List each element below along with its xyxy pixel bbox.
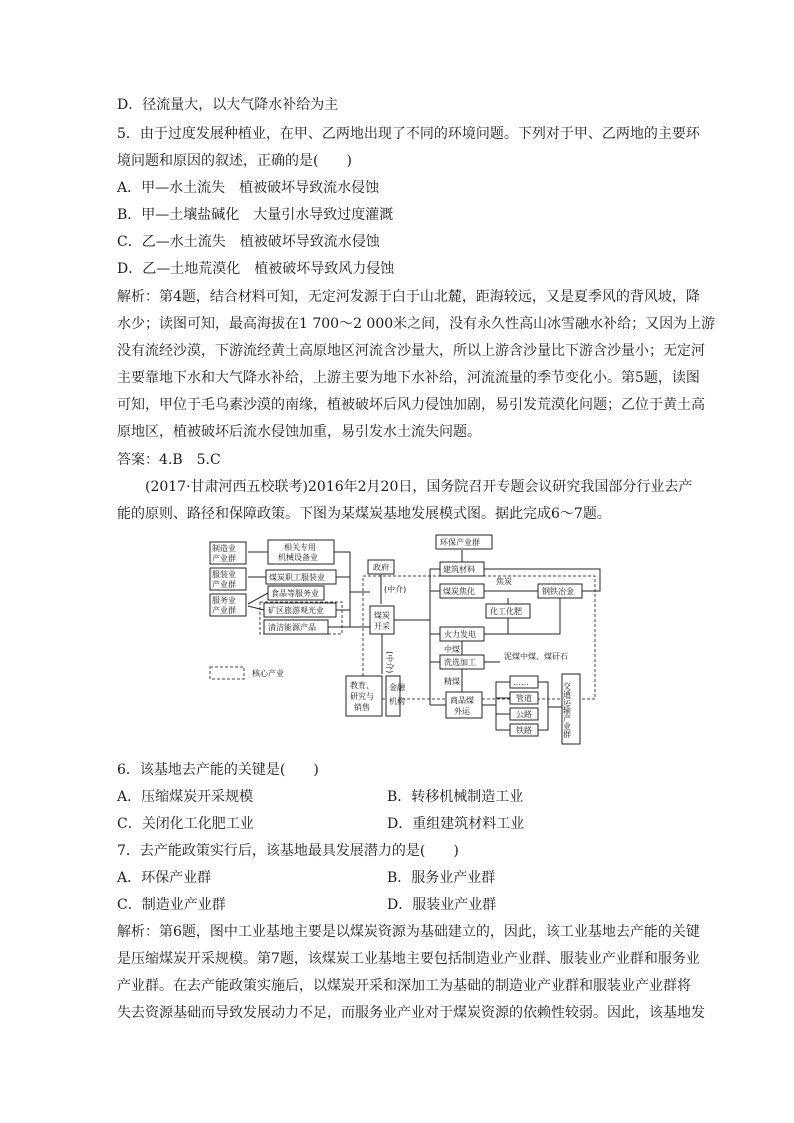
intermediary-side-label: (中介) [385,651,394,674]
finance-box [386,676,400,716]
question-5-stem-line1: 5．由于过度发展种植业，在甲、乙两地出现了不同的环境问题。下列对于甲、乙两地的主要环 [117,126,700,142]
machinery-label2: 机械设备业 [278,553,318,562]
environmental-cluster-label: 环保产业群 [440,538,480,547]
analysis-67-line4: 失去资源基础而导致发展动力不足，而服务业产业对于煤炭资源的依赖性较弱。因此，该基地发 [117,1005,705,1021]
analysis-line6: 原地区，植被破坏后流水侵蚀加重，易引发水土流失问题。 [117,424,481,440]
service-cluster-label1: 服务业 [212,596,236,605]
option-5a: A．甲—水土流失 植被破坏导致流水侵蚀 [117,180,380,196]
material-line2: 能的原则、路径和保障政策。下图为某煤炭基地发展模式图。据此完成6～7题。 [117,506,611,522]
pipeline-label: 管道 [516,694,532,703]
middle-coal-label: 中煤 [444,645,460,654]
line-to-railway [496,705,510,730]
legend-swatch [210,667,244,679]
service-cluster-label2: 产业群 [212,606,236,615]
finance-label1: 金融 [389,683,405,692]
option-6c: C．关闭化工化肥工业 [117,816,254,832]
finance-label2: 机构 [389,697,405,706]
analysis-line4: 主要靠地下水和大气降水补给，上游主要为地下水补给，河流流量的季节变化小。第5题，读图 [117,370,700,386]
thermal-power-label: 火力发电 [444,630,476,639]
analysis-67-line2: 是压缩煤炭开采规模。第7题，该煤炭工业基地主要包括制造业产业群、服装业产业群和服务业 [117,951,700,967]
analysis-line5: 可知，甲位于毛乌素沙漠的南缘，植被破坏后风力侵蚀加剧，易引发荒漠化问题；乙位于黄土高 [117,397,705,413]
steel-label: 钢铁冶金 [542,587,574,596]
analysis-67-line1: 解析：第6题，图中工业基地主要是以煤炭资源为基础建立的，因此，该工业基地去产能的关键 [117,924,700,940]
coke-label: 焦炭 [496,577,512,586]
government-label: 政府 [373,563,389,572]
analysis-67-line3: 产业群。在去产能政策实施后，以煤炭开采和深加工为基础的制造业产业群和服装业产业群将 [117,978,691,994]
education-label3: 销售 [354,703,370,712]
manufacturing-cluster-label1: 制造业 [212,544,236,553]
line-to-dots [482,682,510,705]
analysis-line1: 解析：第4题，结合材料可知，无定河发源于白于山北麓，距海较远，又是夏季风的背风坡，降 [117,289,700,305]
diagram-svg [200,532,610,747]
clean-energy-label: 清洁能源产品 [268,623,316,632]
coal-base-diagram [200,532,610,747]
washing-label: 洗选加工 [444,658,476,667]
chemical-fertilizer-label: 化工化肥 [490,607,522,616]
question-6-stem: 6．该基地去产能的关键是( ) [117,762,319,778]
arrow-tourism [248,606,264,610]
option-5d: D．乙—土地荒漠化 植被破坏导致风力侵蚀 [117,261,395,277]
machinery-label1: 相关专用 [284,543,316,552]
mining-tourism-label: 矿区旅游观光业 [268,606,324,615]
material-line1: (2017·甘肃河西五校联考)2016年2月20日，国务院召开专题会议研究我国部分行业去产 [117,479,693,495]
option-5c: C．乙—水土流失 植被破坏导致流水侵蚀 [117,234,380,250]
other-transport-label: …… [513,678,529,687]
railway-label: 铁路 [516,726,532,735]
manufacturing-cluster-label2: 产业群 [212,554,236,563]
option-7b: B．服务业产业群 [387,870,496,886]
analysis-line3: 没有流经沙漠，下游流经黄土高原地区河流含沙量大，所以上游含沙量比下游含沙量小；无定河 [117,343,705,359]
highway-label: 公路 [516,710,532,719]
option-4d: D．径流量大，以大气降水补给为主 [117,97,339,113]
food-service-label: 食品等服务业 [271,589,319,598]
coal-mining-label2: 开采 [374,622,390,631]
commodity-coal-label2: 外运 [454,707,470,716]
option-7c: C．制造业产业群 [117,897,226,913]
commodity-coal-label1: 商品煤 [450,696,474,705]
option-6b: B．转移机械制造工业 [387,789,524,805]
option-6a: A．压缩煤炭开采规模 [117,789,254,805]
clean-coal-label: 精煤 [444,677,460,686]
question-7-stem: 7．去产能政策实行后，该基地最具发展潜力的是( ) [117,843,459,859]
option-7a: A．环保产业群 [117,870,212,886]
building-materials-label: 建筑材料 [443,565,475,574]
answer-line: 答案：4.B 5.C [117,452,221,468]
option-7d: D．服装业产业群 [387,897,497,913]
education-label1: 教育、 [350,681,374,690]
coal-mining-label1: 煤炭 [374,611,390,620]
bracket-transport [538,682,548,730]
coal-garment-label: 煤炭职工服装业 [269,573,325,582]
slime-coal-label: 泥煤中煤、煤矸石 [504,652,568,661]
question-5-stem-line2: 境问题和原因的叙述，正确的是( ) [117,153,352,169]
education-label2: 研究与 [350,692,374,701]
option-6d: D．重组建筑材料工业 [387,816,525,832]
analysis-line2: 水少；读图可知，最高海拔在1 700～2 000米之间，没有永久性高山冰雪融水补给；又因为上游 [117,316,716,332]
legend-label: 核心产业 [252,669,284,678]
coal-coking-label: 煤炭焦化 [443,587,475,596]
garment-cluster-label1: 服装业 [212,570,236,579]
garment-cluster-label2: 产业群 [212,580,236,589]
transport-cluster-label: 交通运输产业群 [562,682,572,738]
option-5b: B．甲—土壤盐碱化 大量引水导致过度灌溉 [117,207,394,223]
line-mining-to-building [394,569,440,620]
line-mining-to-industries [336,577,370,592]
intermediary-top-label: (中介) [384,585,407,594]
